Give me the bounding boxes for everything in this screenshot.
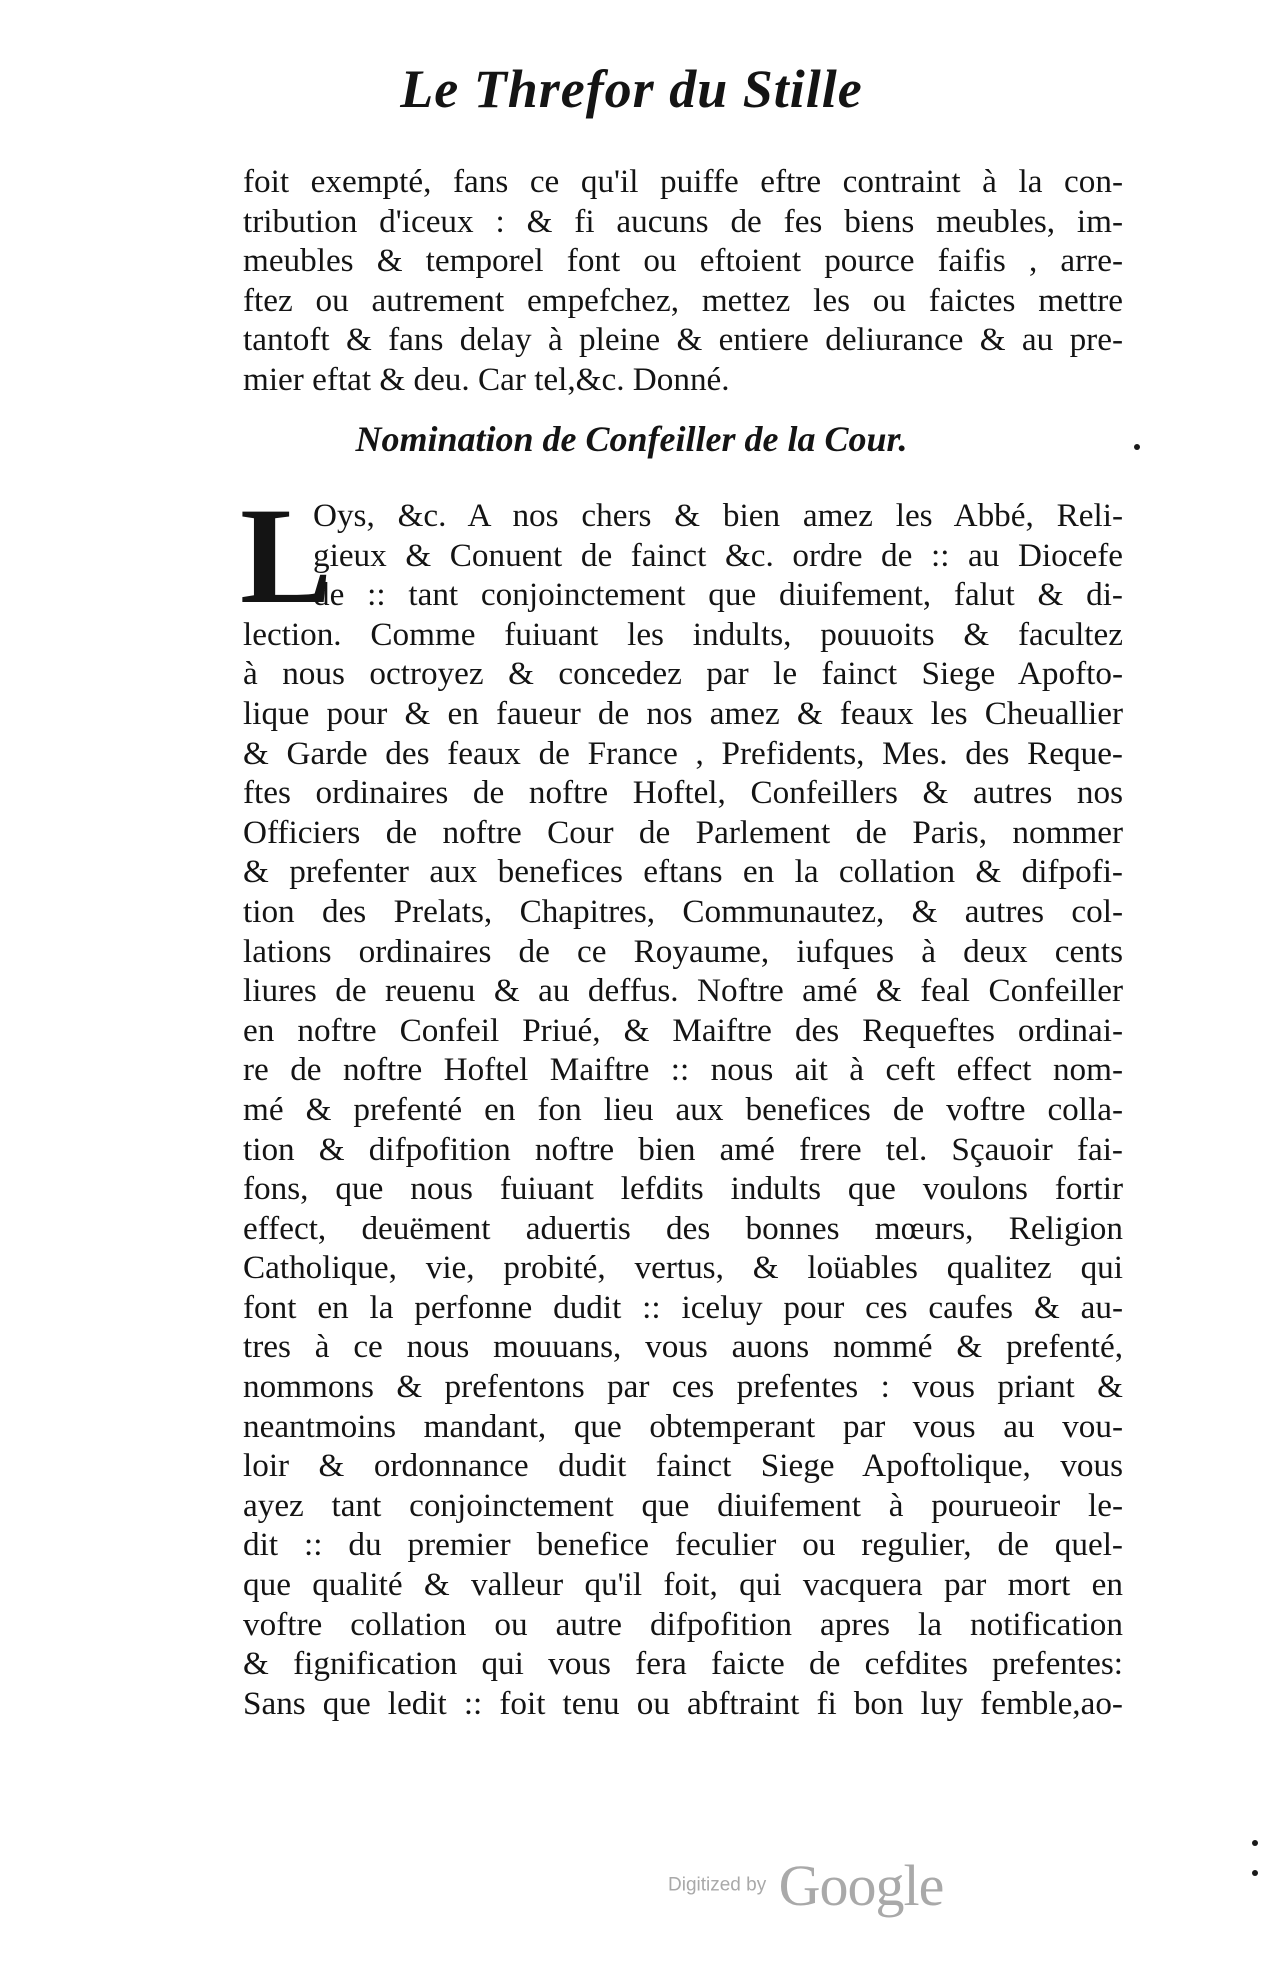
text-line: Oys, &c. A nos chers & bien amez les Abbé, Reli- [313,497,1123,534]
text-line: mier eftat & deu. Car tel,&c. Donné. [243,360,730,398]
text-line: meubles & temporel font ou eftoient pource faifis , arre- [243,242,1123,280]
ink-speck [1252,1840,1258,1846]
text-line: gieux & Conuent de fainct &c. ordre de :: au Diocefe [313,536,1123,574]
section-heading: Nomination de Confeiller de la Cour. [355,419,908,459]
text-line: liures de reuenu & au deffus. Noftre amé & feal Confeiller [243,972,1123,1010]
text-line: foit exempté, fans ce qu'il puiffe eftre contraint à la con- [243,163,1123,200]
text-line: & prefenter aux benefices eftans en la collation & difpofi- [243,853,1123,891]
drop-cap: L [240,479,333,632]
text-line: re de noftre Hoftel Maiftre :: nous ait à ceft effect nom- [243,1051,1123,1089]
text-line: neantmoins mandant, que obtemperant par vous au vou- [243,1407,1123,1445]
main-paragraph [243,496,1123,1723]
text-line: voftre collation ou autre difpofition apres la notification [243,1605,1123,1643]
running-head: Le Threfor du Stille [400,59,863,119]
top-paragraph [243,162,1123,400]
text-line: ftez ou autrement empefchez, mettez les ou faictes mettre [243,281,1123,319]
text-line: & Garde des feaux de France , Prefidents, Mes. des Reque- [243,734,1123,772]
text-line: mé & prefenté en fon lieu aux benefices de voftre colla- [243,1090,1123,1128]
text-line: dit :: du premier benefice feculier ou regulier, de quel- [243,1526,1123,1564]
text-line: nommons & prefentons par ces prefentes : vous priant & [243,1368,1123,1406]
ink-speck [1134,444,1140,450]
text-line: tribution d'iceux : & fi aucuns de fes biens meubles, im- [243,202,1123,240]
digitized-watermark [668,1852,943,1919]
text-line: ftes ordinaires de noftre Hoftel, Confeillers & autres nos [243,774,1123,812]
text-line: effect, deuëment aduertis des bonnes mœurs, Religion [243,1209,1123,1247]
text-line: Catholique, vie, probité, vertus, & loüables qualitez qui [243,1249,1123,1287]
ink-speck [1252,1870,1258,1876]
text-line: à nous octroyez & concedez par le fainct Siege Apofto- [243,655,1123,693]
digitized-by-label: Digitized by [668,1874,767,1896]
text-line: lations ordinaires de ce Royaume, iufques à deux cents [243,932,1123,970]
text-line: fons, que nous fuiuant lefdits indults que voulons fortir [243,1170,1123,1208]
text-line: tantoft & fans delay à pleine & entiere deliurance & au pre- [243,321,1123,359]
text-line: en noftre Confeil Priué, & Maiftre des Requeftes ordinai- [243,1011,1123,1049]
text-line: Sans que ledit :: foit tenu ou abftraint fi bon luy femble,ao- [243,1684,1123,1722]
text-line: que qualité & valleur qu'il foit, qui vacquera par mort en [243,1566,1123,1604]
text-line: loir & ordonnance dudit fainct Siege Apoftolique, vous [243,1447,1123,1485]
text-line: tres à ce nous mouuans, vous auons nommé & prefenté, [243,1328,1123,1366]
google-wordmark: Google [778,1853,944,1918]
text-line: tion des Prelats, Chapitres, Communautez, & autres col- [243,892,1123,930]
text-line: font en la perfonne dudit :: iceluy pour ces caufes & au- [243,1288,1123,1326]
text-line: ayez tant conjoinctement que diuifement à pourueoir le- [243,1486,1123,1524]
text-line: Officiers de noftre Cour de Parlement de Paris, nommer [243,813,1123,851]
text-line: lique pour & en faueur de nos amez & feaux les Cheuallier [243,694,1123,732]
text-line: de :: tant conjoinctement que diuifement, falut & di- [313,576,1123,614]
text-line: & fignification qui vous fera faicte de cefdites prefentes: [243,1645,1123,1683]
text-line: lection. Comme fuiuant les indults, pouuoits & facultez [243,615,1123,653]
text-line: tion & difpofition noftre bien amé frere tel. Sçauoir fai- [243,1130,1123,1168]
